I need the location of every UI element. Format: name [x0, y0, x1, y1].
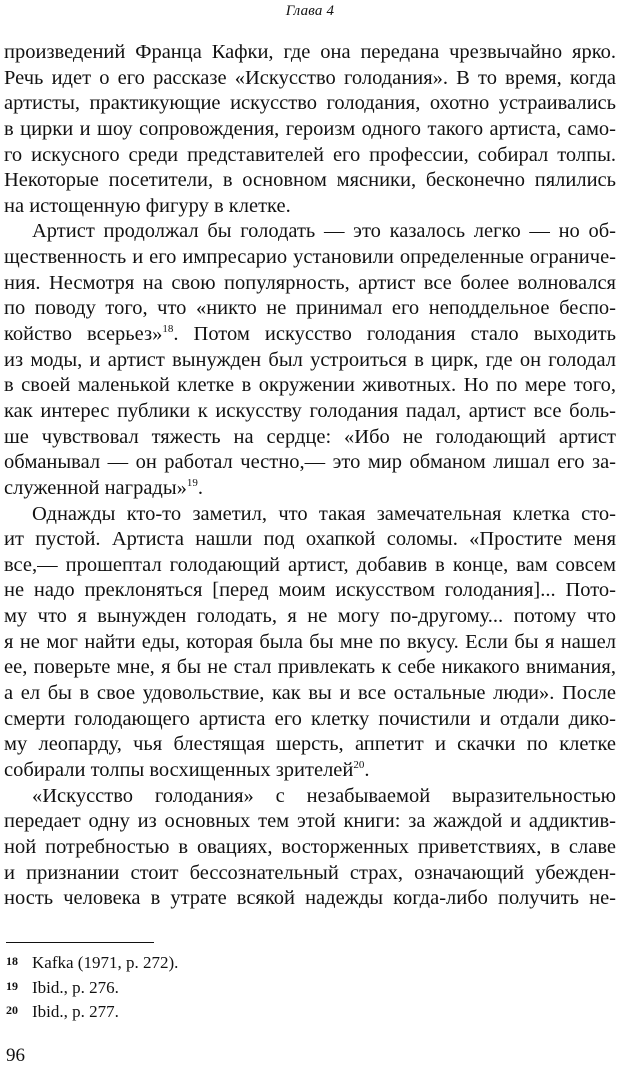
text-line-content: артисты, практикующие искусство голодания, охотно устраивались — [4, 92, 616, 115]
text-line — [4, 373, 616, 399]
text-line — [4, 604, 616, 630]
page-number: 96 — [6, 1045, 25, 1066]
text-line — [4, 553, 616, 579]
text-line-content: ной потребностью в овациях, восторженных приветствиях, в славе — [4, 835, 616, 858]
text-line-content: не надо преклоняться [перед моим искусством голодания]... Пото- — [4, 579, 616, 602]
text-line — [4, 578, 616, 604]
text-line — [4, 194, 616, 220]
footnote-number: 20 — [6, 1003, 18, 1017]
text-line-content: щественность и его импресарио установили определенные ограниче- — [4, 246, 616, 269]
text-line-content: Артист продолжал бы голодать — это казалось легко — но об- — [32, 220, 616, 243]
text-line-content: Речь идет о его рассказе «Искусство голодания». В то время, когда — [4, 66, 616, 89]
text-line — [4, 655, 616, 681]
text-line — [4, 886, 616, 912]
text-line — [4, 40, 616, 66]
text-line-content: го искусного среди представителей его профессии, собирал толпы. — [4, 143, 616, 166]
footnote — [6, 975, 606, 1000]
text-line — [4, 681, 616, 707]
text-line — [4, 758, 616, 784]
footnote-number: 18 — [6, 954, 18, 968]
text-line — [4, 168, 616, 194]
text-line — [4, 296, 616, 322]
footnote-reference[interactable]: 19 — [186, 477, 198, 490]
text-line — [4, 399, 616, 425]
text-line — [4, 219, 616, 245]
text-line-content: Некоторые посетители, в основном мясники, бесконечно пялились — [4, 169, 616, 192]
text-line — [4, 117, 616, 143]
footnote-text: Ibid., p. 277. — [32, 1002, 119, 1021]
footnote-separator — [6, 942, 154, 943]
text-line-content: по поводу того, что «никто не принимал его неподдельное беспо- — [4, 297, 616, 320]
text-line-content: «Искусство голодания» с незабываемой выразительностью — [32, 784, 616, 807]
text-line — [4, 322, 616, 348]
text-line-content: как интерес публики к искусству голодания падал, артист все боль- — [4, 399, 616, 422]
text-line-content: я не мог найти еды, которая была бы мне по вкусу. Если бы я нашел — [4, 630, 616, 653]
text-line-content: произведений Франца Кафки, где она передана чрезвычайно ярко. — [4, 41, 616, 63]
text-line — [4, 527, 616, 553]
text-line-content: собирали толпы восхищенных зрителей — [4, 758, 354, 781]
text-line-content: из моды, и артист вынужден был устроиться в цирк, где он голодал — [4, 348, 616, 371]
footnotes — [6, 950, 606, 1024]
text-line — [4, 835, 616, 861]
footnote-reference[interactable]: 20 — [353, 759, 365, 772]
text-line-content: и признании стоит бессознательный страх, означающий убежден- — [4, 861, 616, 884]
text-line-content: ность человека в утрате всякой надежды когда-либо получить не- — [4, 887, 616, 910]
text-line-content: на истощенную фигуру в клетке. — [4, 194, 291, 217]
text-line-content: му что я вынужден голодать, я не могу по-другому... потому что — [4, 605, 616, 628]
footnote-text: Ibid., p. 276. — [32, 977, 119, 997]
body-text — [4, 40, 616, 912]
footnote — [6, 999, 606, 1024]
text-line-content: койство всерьез» — [4, 323, 163, 346]
text-line — [4, 348, 616, 374]
text-line-content: а ел бы в свое удовольствие, как вы и все остальные люди». После — [4, 682, 616, 705]
text-line — [4, 809, 616, 835]
text-line — [4, 425, 616, 451]
text-line-content: ше чувствовал тяжесть на сердце: «Ибо не голодающий артист — [4, 425, 616, 448]
text-line-content: в своей маленькой клетке в окружении животных. Но по мере того, — [4, 374, 616, 397]
text-line — [4, 861, 616, 887]
text-line — [4, 784, 616, 810]
text-line — [4, 450, 616, 476]
text-line — [4, 732, 616, 758]
text-line-continuation: . — [364, 758, 370, 781]
text-line — [4, 271, 616, 297]
text-line — [4, 143, 616, 169]
text-line — [4, 476, 616, 502]
text-line — [4, 502, 616, 528]
footnote-number: 19 — [6, 978, 18, 993]
text-line — [4, 707, 616, 733]
text-line — [4, 630, 616, 656]
text-line-continuation: . — [197, 476, 203, 499]
text-line-content: му леопарду, чья блестящая шерсть, аппетит и скачки по клетке — [4, 733, 616, 756]
text-line — [4, 245, 616, 271]
footnote-text: Kafka (1971, p. 272). — [32, 953, 179, 972]
text-line-content: служенной награды» — [4, 476, 187, 499]
text-line-content: Однажды кто-то заметил, что такая замечательная клетка сто- — [32, 502, 616, 525]
text-line-content: смерти голодающего артиста его клетку почистили и отдали дико- — [4, 707, 616, 730]
footnote-reference[interactable]: 18 — [162, 323, 174, 336]
text-line-content: ния. Несмотря на свою популярность, артист все более волновался — [4, 271, 616, 294]
running-head: Глава 4 — [285, 3, 335, 19]
text-line-content: передает одну из основных тем этой книги: за жаждой и аддиктив- — [4, 810, 616, 833]
text-line — [4, 66, 616, 92]
text-line-content: обманывал — он работал честно,— это мир обманом лишал его за- — [4, 451, 616, 474]
text-line-content: все,— прошептал голодающий артист, добавив в конце, вам совсем — [4, 553, 616, 576]
text-line-content: ее, поверьте мне, я бы не стал привлекать к себе никакого внимания, — [4, 656, 616, 679]
text-line-continuation: . Потом искусство голодания стало выходить — [173, 323, 616, 346]
text-line-content: ит пустой. Артиста нашли под охапкой соломы. «Простите меня — [4, 528, 616, 551]
text-line-content: в цирки и шоу сопровождения, героизм одного такого артиста, само- — [4, 117, 616, 140]
text-line — [4, 91, 616, 117]
footnote — [6, 950, 606, 975]
